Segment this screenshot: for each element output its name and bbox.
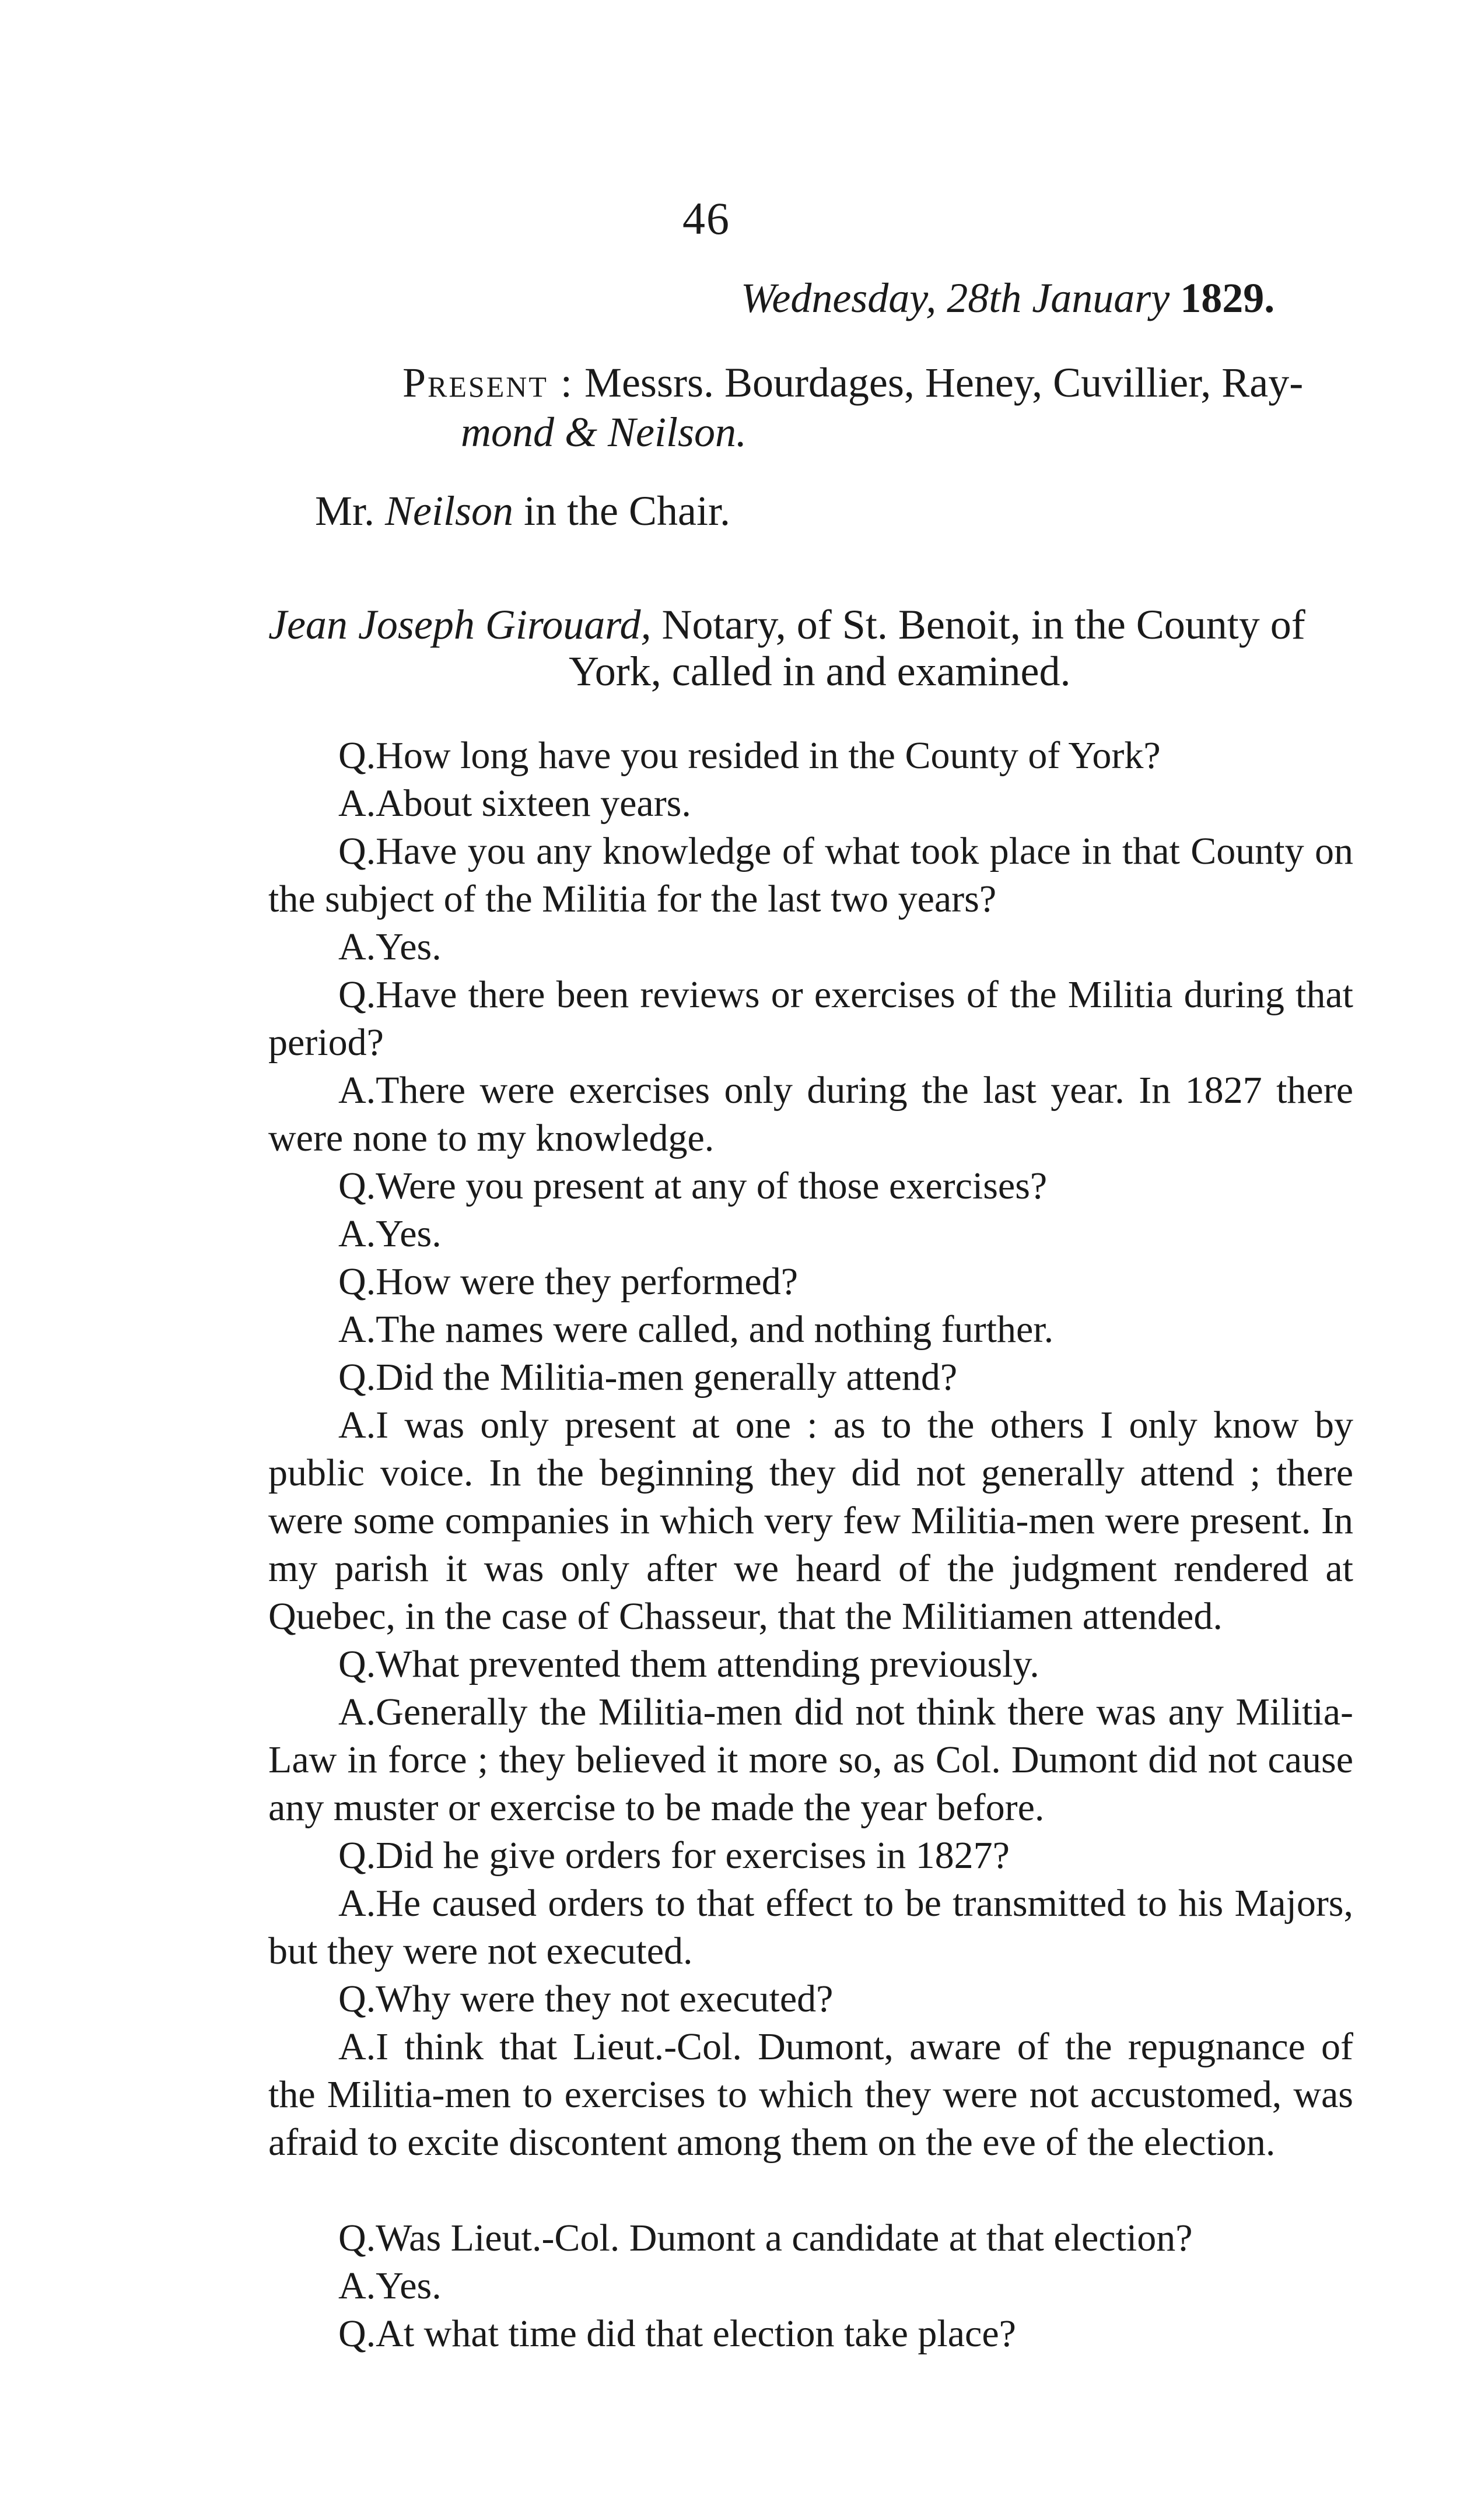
exchange-label: Q. bbox=[338, 734, 376, 777]
exchange-text: Did he give orders for exercises in 1827? bbox=[376, 1834, 1010, 1877]
exchange-item bbox=[268, 1401, 1353, 1641]
exchange-item bbox=[268, 1162, 1353, 1210]
exchange-label: Q. bbox=[338, 1643, 376, 1685]
exchange-text: Why were they not executed? bbox=[376, 1978, 834, 2020]
exchange-item bbox=[268, 1306, 1353, 1354]
exchange-label: Q. bbox=[338, 1356, 376, 1399]
present-label: Present : bbox=[402, 359, 574, 406]
exchange-text: Were you present at any of those exercises? bbox=[376, 1165, 1048, 1207]
exchange-text: There were exercises only during the last year. In 1827 there were none to my knowledge. bbox=[268, 1069, 1353, 1159]
exchange-item bbox=[268, 1067, 1353, 1162]
exchange-text: He caused orders to that effect to be transmitted to his Majors, but they were not executed. bbox=[268, 1882, 1353, 1972]
chair-line bbox=[315, 487, 730, 535]
exchange-label: A. bbox=[338, 1882, 376, 1925]
chair-name: Neilson bbox=[385, 488, 514, 534]
exchange-item bbox=[268, 1641, 1353, 1688]
exchange-label: Q. bbox=[338, 1834, 376, 1877]
exchange-text: Have there been reviews or exercises of the Militia during that period? bbox=[268, 973, 1353, 1064]
exchange-label: Q. bbox=[338, 1978, 376, 2020]
exchange-item bbox=[268, 828, 1353, 923]
exchange-text: Generally the Militia-men did not think there was any Militia-Law in force ; they believed it more so, as Col. Dumont did not cause any muster or exercise to be made the year before. bbox=[268, 1691, 1353, 1829]
exchange-text: Yes. bbox=[376, 2265, 442, 2307]
exchange-text: Have you any knowledge of what took place in that County on the subject of the Militia for the last two years? bbox=[268, 830, 1353, 920]
exchange-label: A. bbox=[338, 1308, 376, 1351]
present-line-1 bbox=[402, 359, 1303, 407]
exchange-text: I think that Lieut.-Col. Dumont, aware of the repugnance of the Militia-men to exercises to which they were not accustomed, was afraid to excite discontent among them on the eve of the election. bbox=[268, 2025, 1353, 2164]
exchange-item bbox=[268, 1880, 1353, 1975]
witness-line-2: York, called in and examined. bbox=[569, 648, 1071, 695]
exchange-label: A. bbox=[338, 2265, 376, 2307]
exchange-item bbox=[268, 1975, 1353, 2023]
exchange-text: Yes. bbox=[376, 1212, 442, 1255]
exchange-label: A. bbox=[338, 1212, 376, 1255]
exchange-label: Q. bbox=[338, 1165, 376, 1207]
chair-prefix: Mr. bbox=[315, 488, 375, 534]
exchange-text: At what time did that election take place? bbox=[376, 2312, 1016, 2355]
exchange-text: Did the Militia-men generally attend? bbox=[376, 1356, 958, 1399]
exchange-item bbox=[268, 1210, 1353, 1258]
present-line-2: mond & Neilson. bbox=[461, 409, 747, 455]
exchange-text: Yes. bbox=[376, 926, 442, 968]
exchange-label: Q. bbox=[338, 2312, 376, 2355]
exchange-label: Q. bbox=[338, 973, 376, 1016]
exchange-text: I was only present at one : as to the others I only know by public voice. In the beginning they did not generally attend ; there were some companies in which very few Militia-men were present. In my parish it was only after we heard of the judgment rendered at Quebec, in the case of Chasseur, that the Militiamen attended. bbox=[268, 1404, 1353, 1638]
exchange-item bbox=[268, 1354, 1353, 1401]
exchange-text: How were they performed? bbox=[376, 1260, 799, 1303]
exchange-item bbox=[268, 1688, 1353, 1832]
exchange-label: A. bbox=[338, 1404, 376, 1446]
exchange-text: About sixteen years. bbox=[376, 782, 691, 825]
exchange-label: Q. bbox=[338, 830, 376, 872]
exchange-text: How long have you resided in the County of York? bbox=[376, 734, 1161, 777]
exchange-item bbox=[268, 923, 1353, 971]
witness-name: Jean Joseph Girouard, bbox=[268, 601, 652, 648]
session-date-text: Wednesday, 28th January bbox=[741, 275, 1170, 321]
exchange-item bbox=[268, 2023, 1353, 2167]
exchange-text: Was Lieut.-Col. Dumont a candidate at that election? bbox=[376, 2217, 1193, 2259]
present-members-1: Messrs. Bourdages, Heney, Cuvillier, Ray- bbox=[584, 359, 1304, 406]
chair-suffix: in the Chair. bbox=[524, 488, 730, 534]
exchange-item bbox=[268, 2214, 1353, 2262]
exchange-label: A. bbox=[338, 2025, 376, 2068]
exchange-label: Q. bbox=[338, 2217, 376, 2259]
exchange-item bbox=[268, 732, 1353, 780]
exchange-label: A. bbox=[338, 782, 376, 825]
exchange-text: The names were called, and nothing further. bbox=[376, 1308, 1054, 1351]
exchange-item bbox=[268, 2310, 1353, 2358]
session-date bbox=[741, 274, 1275, 323]
exchange-item bbox=[268, 780, 1353, 828]
exchange-label: A. bbox=[338, 926, 376, 968]
exchange-label: A. bbox=[338, 1069, 376, 1112]
exchange-label: A. bbox=[338, 1691, 376, 1733]
exchange-item bbox=[268, 2262, 1353, 2310]
witness-description: Notary, of St. Benoit, in the County of bbox=[661, 601, 1305, 648]
page-number: 46 bbox=[682, 193, 730, 244]
exchange-item bbox=[268, 1832, 1353, 1880]
witness-line-1 bbox=[268, 601, 1305, 649]
exchange-label: Q. bbox=[338, 1260, 376, 1303]
exchange-text: What prevented them attending previously. bbox=[376, 1643, 1039, 1685]
exchange-item bbox=[268, 1258, 1353, 1306]
exchange-item bbox=[268, 971, 1353, 1067]
session-year: 1829. bbox=[1180, 275, 1275, 321]
